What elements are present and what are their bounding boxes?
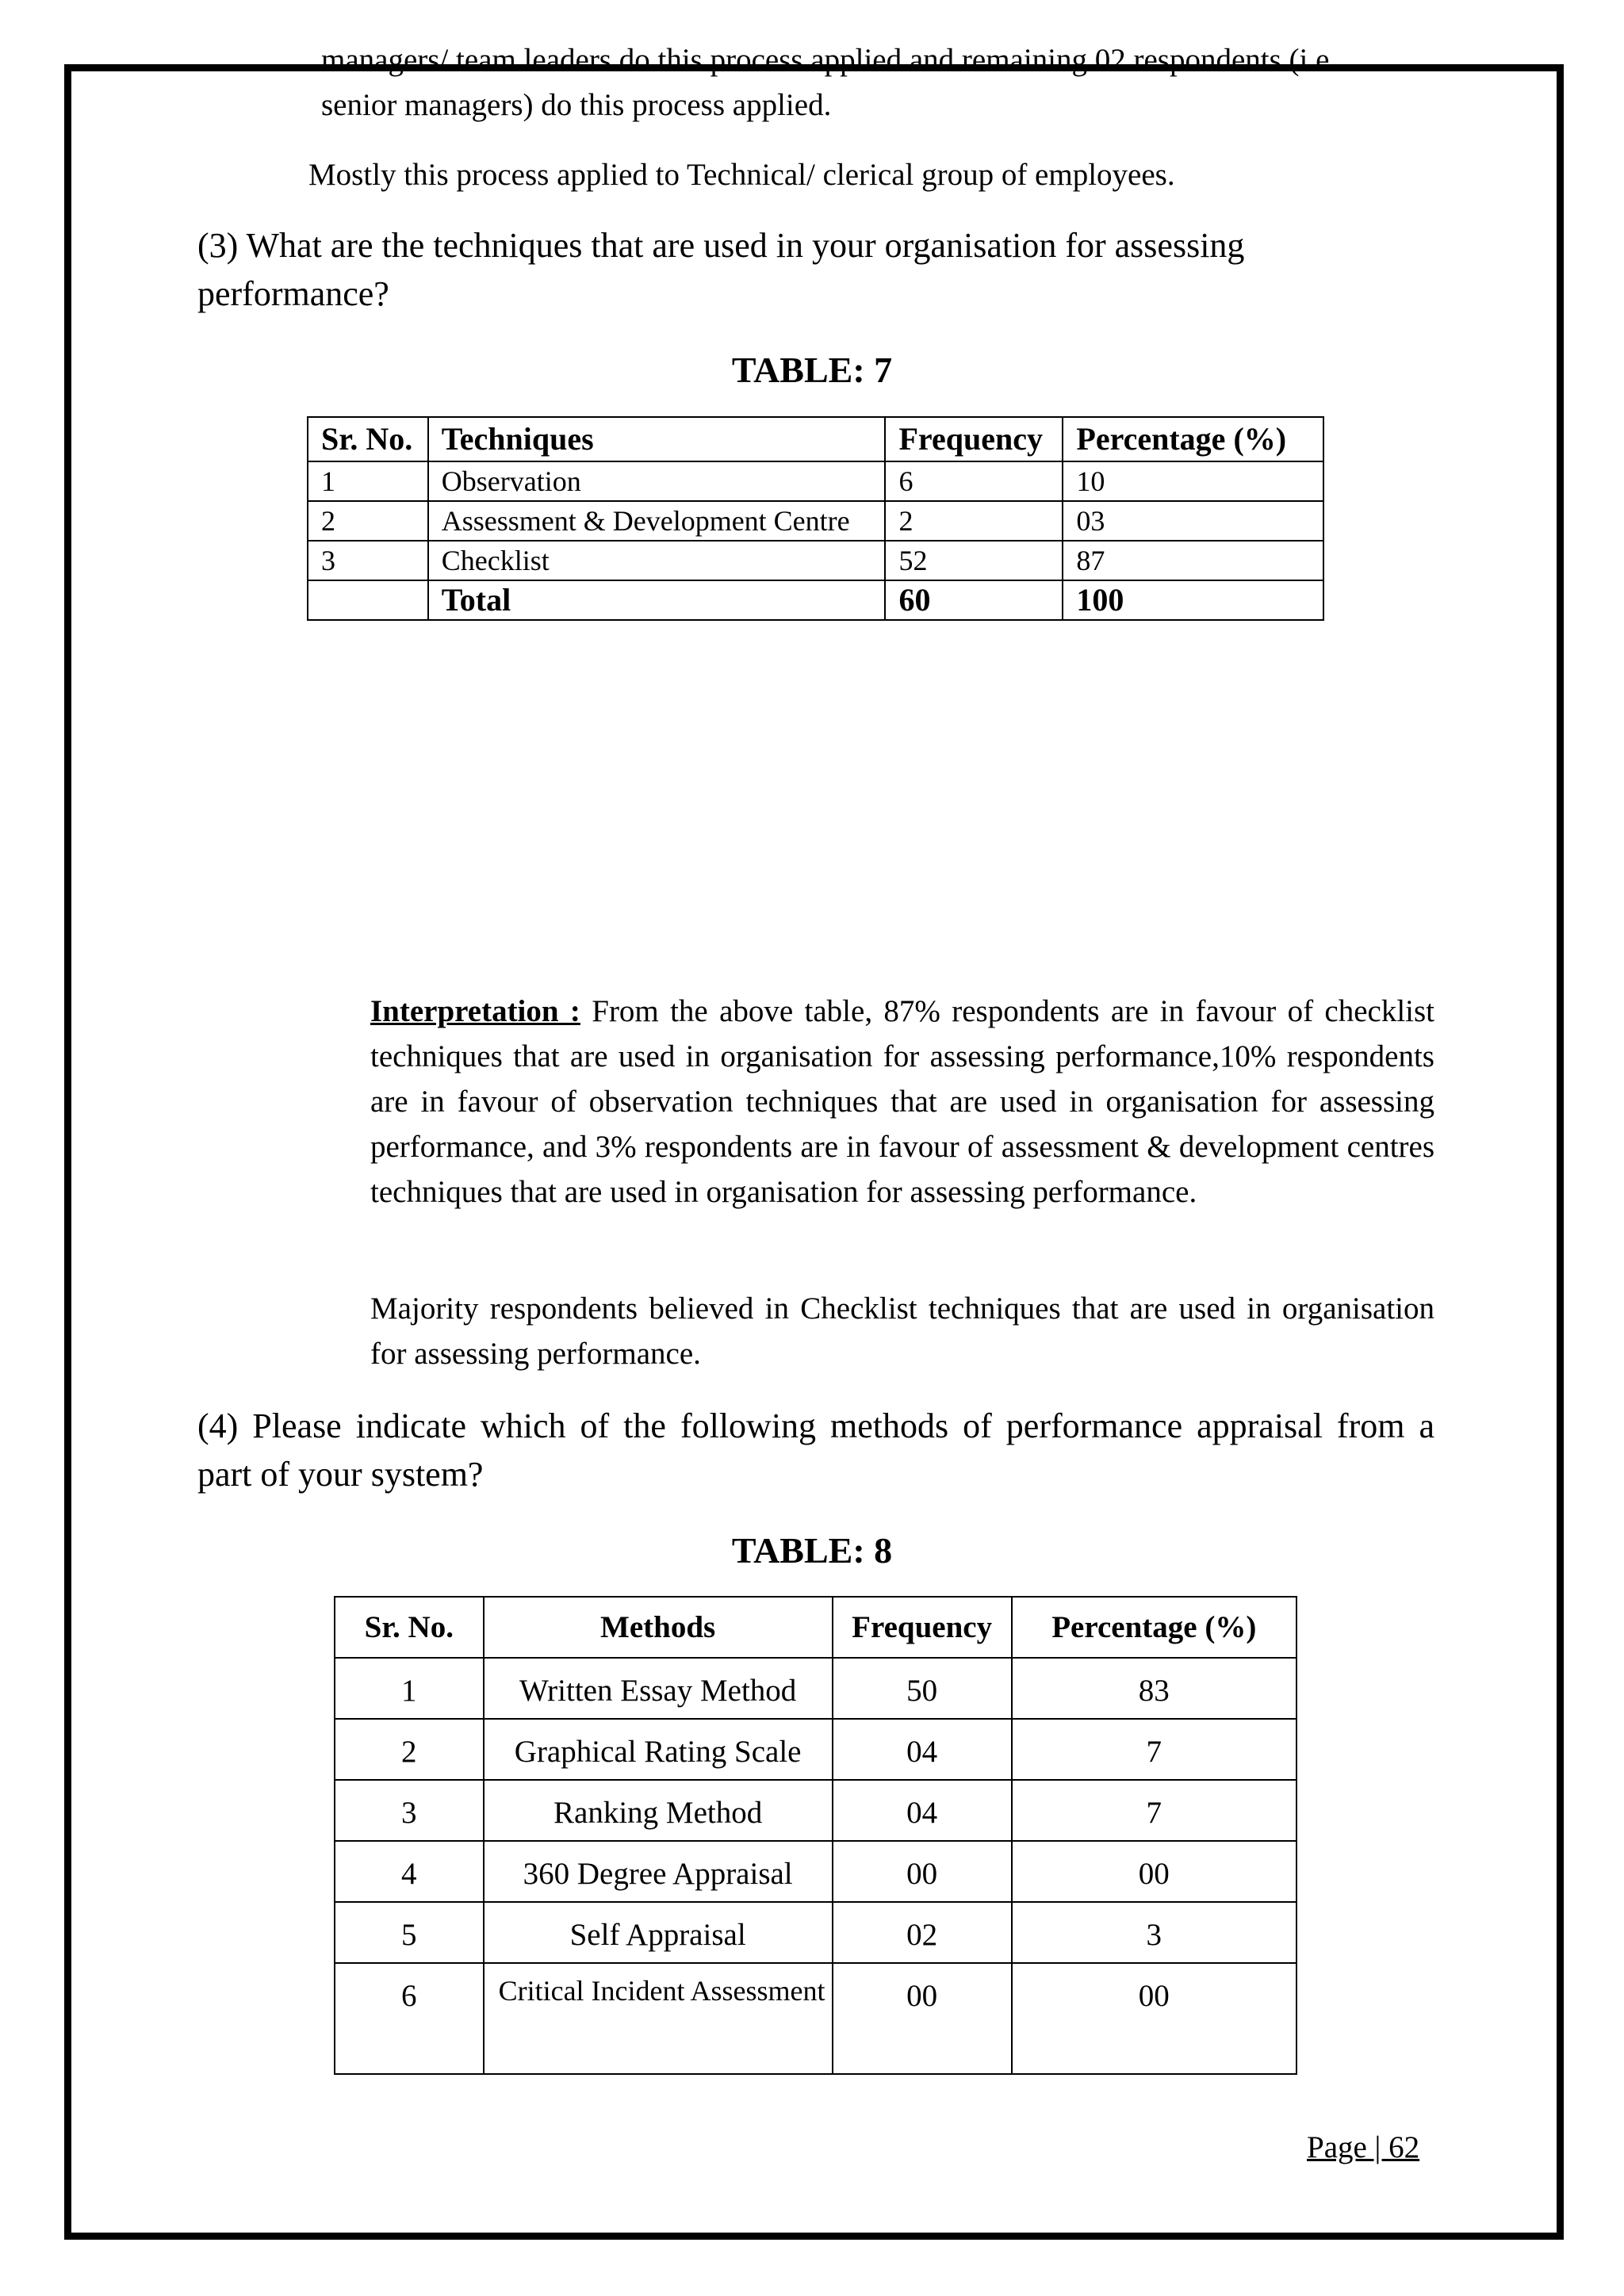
table-cell: 100	[1063, 580, 1323, 620]
interpretation-conclusion: Majority respondents believed in Checklist techniques that are used in organisation for assessing performance.	[370, 1292, 1434, 1371]
question-3-line-2: performance?	[197, 274, 389, 313]
continued-line-2: senior managers) do this process applied.	[321, 88, 832, 122]
table-cell: 04	[833, 1780, 1012, 1841]
table-cell: 02	[833, 1902, 1012, 1963]
table-cell: 03	[1063, 501, 1323, 541]
table-cell: 00	[1012, 1963, 1297, 2074]
previous-summary: Mostly this process applied to Technical/ clerical group of employees.	[308, 158, 1175, 192]
table-cell: Observation	[428, 461, 886, 501]
table-row	[335, 1780, 1297, 1841]
table-7	[307, 416, 1324, 621]
table-cell: 4	[335, 1841, 484, 1902]
table-cell: 00	[833, 1841, 1012, 1902]
table-cell: 50	[833, 1658, 1012, 1719]
table-cell: 00	[833, 1963, 1012, 2074]
table-row	[335, 1963, 1297, 2074]
table-cell: 00	[1012, 1841, 1297, 1902]
table-cell: 87	[1063, 541, 1323, 580]
table-cell	[308, 580, 428, 620]
continued-line-1: managers/ team leaders do this process applied and remaining 02 respondents (i.e.	[321, 43, 1338, 77]
table-row	[335, 1902, 1297, 1963]
table-cell: Total	[428, 580, 886, 620]
table-cell: 3	[335, 1780, 484, 1841]
table-cell: 3	[1012, 1902, 1297, 1963]
table-cell: 360 Degree Appraisal	[484, 1841, 833, 1902]
table-cell: Graphical Rating Scale	[484, 1719, 833, 1780]
table-cell: 1	[335, 1658, 484, 1719]
table-7-header-cell: Sr. No.	[308, 417, 428, 461]
table-cell: Critical Incident Assessment	[484, 1963, 833, 2074]
table-8-header-cell: Frequency	[833, 1597, 1012, 1658]
table-7-total-row	[308, 580, 1323, 620]
table-cell: Checklist	[428, 541, 886, 580]
table-row	[335, 1658, 1297, 1719]
table-cell: Self Appraisal	[484, 1902, 833, 1963]
table-row	[308, 501, 1323, 541]
table-8	[334, 1596, 1297, 2075]
table-cell: 5	[335, 1902, 484, 1963]
table-cell: 7	[1012, 1780, 1297, 1841]
table-8-header-row	[335, 1597, 1297, 1658]
table-cell: 83	[1012, 1658, 1297, 1719]
table-row	[335, 1719, 1297, 1780]
question-3-line-1: (3) What are the techniques that are used in your organisation for assessing	[197, 226, 1245, 265]
table-8-title: TABLE: 8	[731, 1530, 893, 1571]
table-cell: 52	[885, 541, 1063, 580]
table-row	[308, 541, 1323, 580]
table-cell: 2	[885, 501, 1063, 541]
interpretation-label: Interpretation :	[370, 994, 580, 1028]
table-row	[308, 461, 1323, 501]
table-7-header-cell: Percentage (%)	[1063, 417, 1323, 461]
table-cell: 6	[885, 461, 1063, 501]
table-cell: 2	[335, 1719, 484, 1780]
question-4	[197, 1402, 1434, 1498]
table-cell: 1	[308, 461, 428, 501]
table-8-header-cell: Sr. No.	[335, 1597, 484, 1658]
table-cell: 6	[335, 1963, 484, 2074]
table-cell: 04	[833, 1719, 1012, 1780]
question-4-line-1: (4) Please indicate which of the following methods of performance appraisal from a	[197, 1406, 1434, 1445]
table-7-title: TABLE: 7	[731, 350, 893, 390]
table-cell: Assessment & Development Centre	[428, 501, 886, 541]
question-4-line-2: part of your system?	[197, 1455, 484, 1494]
interpretation-paragraph	[370, 989, 1434, 1215]
page-number: Page | 62	[1307, 2130, 1420, 2164]
question-3	[197, 221, 1434, 318]
table-cell: 10	[1063, 461, 1323, 501]
interpretation-text: From the above table, 87% respondents are in favour of checklist techniques that are used in organisation for assessing performance,10% respondents are in favour of observation techniques that are used in organisation for assessing performance, and 3% respondents are in favour of assessment & development centres techniques that are used in organisation for assessing performance.	[370, 994, 1435, 1209]
table-7-header-row	[308, 417, 1323, 461]
table-cell: 3	[308, 541, 428, 580]
table-cell: Written Essay Method	[484, 1658, 833, 1719]
table-8-header-cell: Methods	[484, 1597, 833, 1658]
table-7-header-cell: Frequency	[885, 417, 1063, 461]
table-cell: Ranking Method	[484, 1780, 833, 1841]
table-row	[335, 1841, 1297, 1902]
table-cell: 60	[885, 580, 1063, 620]
table-7-header-cell: Techniques	[428, 417, 886, 461]
table-8-header-cell: Percentage (%)	[1012, 1597, 1297, 1658]
continued-paragraph	[321, 37, 1431, 128]
table-cell: 7	[1012, 1719, 1297, 1780]
table-cell: 2	[308, 501, 428, 541]
